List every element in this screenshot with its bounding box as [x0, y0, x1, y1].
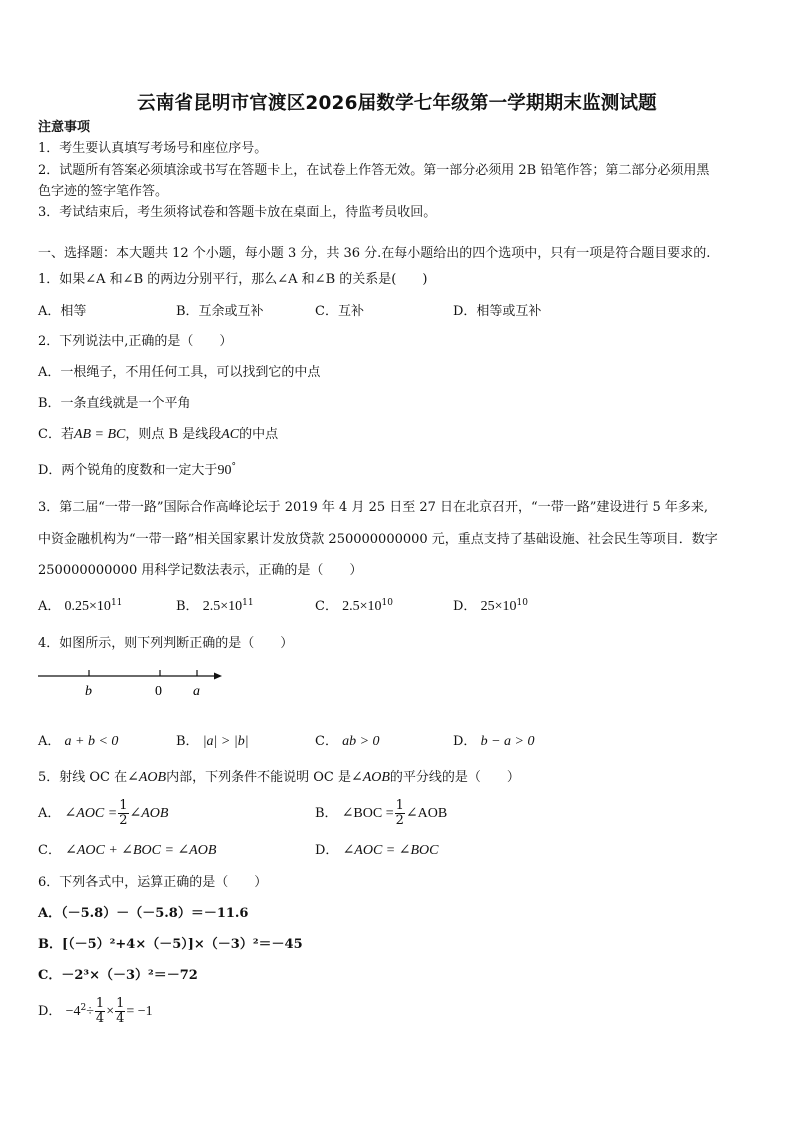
q3-d-base: 25×10	[480, 599, 517, 614]
q5-c-expression: ∠AOC + ∠BOC = ∠AOB	[65, 843, 217, 858]
q2-option-a: A．一根绳子，不用任何工具，可以找到它的中点	[38, 365, 321, 380]
arrow-head-icon	[214, 673, 222, 680]
q5-stem-prefix: 5．射线 OC 在	[38, 770, 128, 785]
option-label: C．	[38, 843, 61, 858]
q2-d-prefix: D．两个锐角的度数和一定大于	[38, 463, 218, 478]
division-sign: ÷	[86, 1004, 94, 1019]
fraction-one-half	[118, 799, 128, 828]
q3-d-exponent: 10	[516, 598, 528, 608]
option-label: A．	[38, 734, 61, 749]
option-label: D．	[453, 599, 477, 614]
q4-a-expression: a + b < 0	[64, 734, 119, 749]
question-2-stem: 2．下列说法中,正确的是（ ）	[38, 334, 233, 349]
q2-d-value: 90	[217, 463, 232, 478]
fraction-denominator: 4	[116, 1011, 125, 1026]
page-title: 云南省昆明市官渡区2026届数学七年级第一学期期末监测试题	[137, 93, 657, 114]
question-6-stem: 6．下列各式中，运算正确的是（ ）	[38, 875, 268, 890]
q4-option-a	[38, 734, 118, 750]
q2-c-middle: ，则点 B 是线段	[125, 427, 222, 442]
option-label: B．	[315, 806, 338, 821]
q5-option-a	[38, 797, 168, 831]
fraction-numerator: 1	[95, 996, 105, 1011]
option-label: C．	[315, 734, 338, 749]
notice-item: 色字迹的签字笔作答。	[38, 184, 169, 199]
q3-c-base: 2.5×10	[342, 599, 382, 614]
fraction-one-quarter	[115, 997, 125, 1026]
q2-option-b: B．一条直线就是一个平角	[38, 396, 191, 411]
q5-a-left: ∠AOC =	[64, 806, 118, 821]
q3-a-exponent: 11	[110, 598, 123, 608]
q1-option-d: D．相等或互补	[453, 304, 542, 319]
fraction-denominator: 4	[95, 1011, 105, 1026]
number-line-figure	[30, 662, 230, 702]
q5-option-c	[38, 843, 216, 859]
q2-c-prefix: C．若	[38, 427, 74, 442]
option-label: D．	[315, 843, 339, 858]
question-3-line: 3．第二届“一带一路”国际合作高峰论坛于 2019 年 4 月 25 日至 27 日在北京召开，“一带一路”建设进行 5 年多来,	[38, 500, 709, 515]
q6-d-base: −4	[65, 1004, 81, 1019]
q2-c-suffix: 的中点	[239, 427, 279, 442]
q3-option-a	[38, 599, 122, 615]
q4-d-expression: b − a > 0	[480, 734, 535, 749]
multiplication-sign: ×	[106, 1004, 115, 1019]
q6-option-b: B．[（－5）²+4×（－5）]×（－3）²＝－45	[38, 937, 303, 952]
q3-option-c	[315, 599, 393, 615]
question-5-stem	[38, 770, 520, 786]
q4-option-d	[453, 734, 534, 750]
q2-c-expression: AB = BC	[73, 427, 126, 442]
q3-a-base: 0.25×10	[64, 599, 111, 614]
q4-option-b	[176, 734, 249, 750]
q2-option-d	[38, 463, 236, 479]
q5-stem-angle-2: ∠AOB	[350, 770, 390, 785]
fraction-numerator: 1	[116, 996, 125, 1011]
q6-d-result: = −1	[126, 1004, 153, 1019]
question-3-line: 250000000000 用科学记数法表示，正确的是（ ）	[38, 563, 363, 578]
q5-a-right: ∠AOB	[129, 806, 169, 821]
tick-label-b: b	[85, 684, 92, 699]
notice-item: 2．试题所有答案必须填涂或书写在答题卡上，在试卷上作答无效。第一部分必须用 2B 铅笔作答；第二部分必须用黑	[38, 163, 710, 178]
q6-option-d	[38, 995, 153, 1029]
q5-b-left: ∠BOC =	[341, 806, 394, 821]
option-label: B．	[176, 734, 199, 749]
option-label: D．	[38, 1004, 62, 1019]
q5-b-right: ∠AOB	[405, 806, 448, 821]
notice-item: 1．考生要认真填写考场号和座位序号。	[38, 141, 268, 156]
q1-option-c: C．互补	[315, 304, 364, 319]
q6-option-c: C．－2³×（－3）²＝－72	[38, 968, 198, 983]
q5-stem-suffix: 的平分线的是（ ）	[389, 770, 520, 785]
fraction-denominator: 2	[119, 813, 128, 828]
question-1-stem: 1．如果∠A 和∠B 的两边分别平行，那么∠A 和∠B 的关系是( )	[38, 272, 428, 287]
question-3-line: 中资金融机构为“一带一路”相关国家累计发放贷款 250000000000 元，重点支持了基础设施、社会民生等项目．数字	[38, 532, 718, 547]
option-label: A．	[38, 806, 61, 821]
question-4-stem: 4．如图所示，则下列判断正确的是（ ）	[38, 636, 294, 651]
option-label: D．	[453, 734, 477, 749]
q2-option-c	[38, 427, 278, 443]
q5-option-b	[315, 797, 447, 831]
q1-option-b: B．互余或互补	[176, 304, 264, 319]
fraction-numerator: 1	[119, 798, 128, 813]
q3-b-exponent: 11	[242, 598, 254, 608]
q4-option-c	[315, 734, 380, 750]
q4-c-expression: ab > 0	[342, 734, 380, 749]
q6-d-exponent: 2	[80, 1003, 87, 1013]
option-label: B．	[176, 599, 199, 614]
q1-option-a: A．相等	[38, 304, 87, 319]
section-heading: 一、选择题：本大题共 12 个小题，每小题 3 分，共 36 分.在每小题给出的四个选项中，只有一项是符合题目要求的.	[38, 246, 711, 261]
notice-heading: 注意事项	[38, 120, 91, 135]
q3-option-d	[453, 599, 528, 615]
q6-option-a: A．（－5.8）－（－5.8）＝－11.6	[38, 906, 249, 921]
q5-option-d	[315, 843, 439, 859]
q2-c-segment: AC	[221, 427, 240, 442]
degree-sign: °	[231, 462, 236, 472]
q5-stem-angle: ∠AOB	[127, 770, 167, 785]
q5-d-expression: ∠AOC = ∠BOC	[342, 843, 439, 858]
notice-item: 3．考试结束后，考生须将试卷和答题卡放在桌面上，待监考员收回。	[38, 205, 437, 220]
option-label: A．	[38, 599, 61, 614]
tick-label-0: 0	[155, 684, 162, 699]
fraction-one-quarter	[95, 997, 105, 1026]
q5-stem-middle: 内部，下列条件不能说明 OC 是	[166, 770, 351, 785]
option-label: C．	[315, 599, 338, 614]
tick-label-a: a	[193, 684, 200, 699]
q4-b-expression: |a| > |b|	[202, 734, 249, 749]
fraction-numerator: 1	[395, 798, 404, 813]
q3-option-b	[176, 599, 254, 615]
q3-b-base: 2.5×10	[202, 599, 243, 614]
fraction-one-half	[395, 799, 405, 828]
q3-c-exponent: 10	[381, 598, 393, 608]
fraction-denominator: 2	[395, 813, 404, 828]
